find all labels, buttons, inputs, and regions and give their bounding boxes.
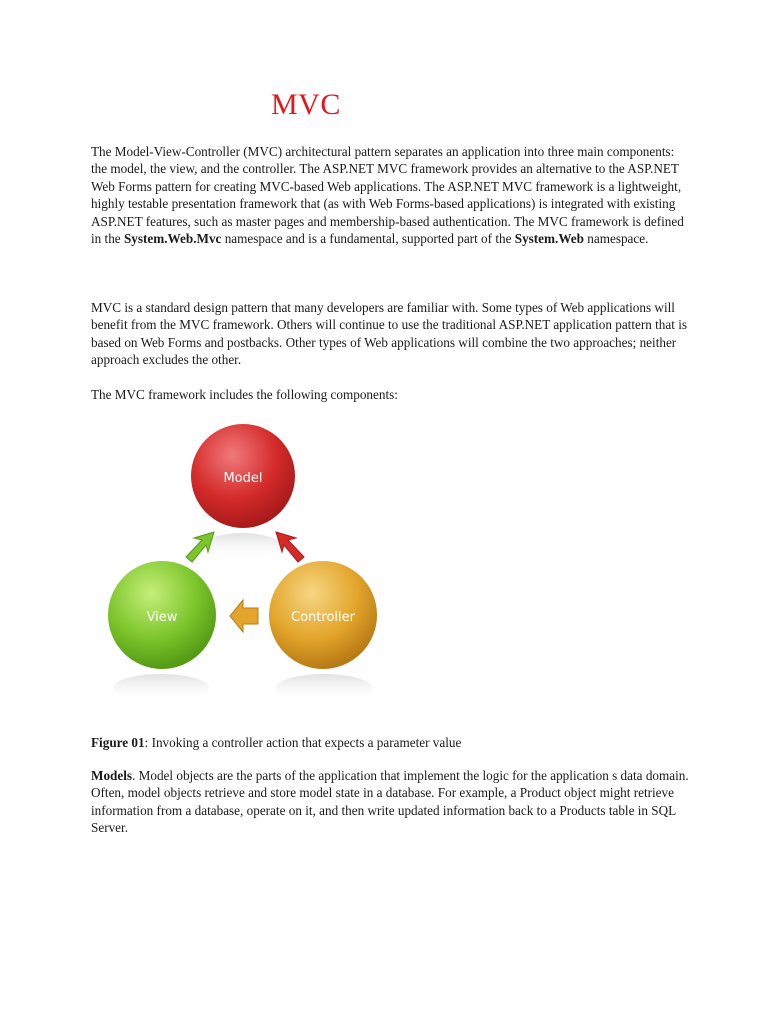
intro-text-c: namespace. (587, 231, 649, 247)
controller-reflection (276, 674, 372, 702)
intro-paragraph (91, 143, 691, 247)
model-reflection (202, 533, 282, 561)
arrow-controller-to-view (230, 600, 258, 632)
models-label: Models (91, 768, 133, 783)
controller-node (269, 561, 377, 669)
view-label: View (146, 610, 178, 625)
model-node (191, 424, 295, 528)
namespace-web: System.Web (514, 231, 584, 247)
view-reflection (113, 674, 209, 702)
models-paragraph (91, 767, 691, 837)
paragraph-2: MVC is a standard design pattern that many developers are familiar with. Some types of Web applications will benefit from the MVC framework. Others will continue to use the traditional ASP.NET application pattern that is based on Web Forms and postbacks. Other types of Web applications will combine the two approaches; neither approach excludes the other. (91, 300, 687, 368)
figure-text: : Invoking a controller action that expects a parameter value (144, 735, 462, 750)
models-text: . Model objects are the parts of the application that implement the logic for the application s data domain. Often, model objects retrieve and store model state in a database. For example, a Product object might retrieve information from a database, operate on it, and then write updated information back to a Products table in SQL Server. (91, 768, 689, 836)
controller-label: Controller (291, 610, 355, 625)
arrow-controller-to-model (276, 532, 304, 562)
intro-text-b: namespace and is a fundamental, supported part of the (224, 231, 512, 247)
paragraph-3: The MVC framework includes the following components: (91, 387, 398, 402)
intro-text-a: The Model-View-Controller (MVC) architectural pattern separates an application into three main components: the model, the view, and the controller. The ASP.NET MVC framework provides an alternative to the ASP.NET Web Forms pattern for creating MVC-based Web applications. The ASP.NET MVC framework is a lightweight, highly testable presentation framework that (as with Web Forms-based applications) is integrated with existing ASP.NET features, such as master pages and membership-based authentication. The MVC framework is defined in the (91, 144, 684, 247)
figure-label: Figure 01 (91, 735, 145, 750)
namespace-mvc: System.Web.Mvc (123, 231, 222, 247)
model-label: Model (223, 471, 263, 486)
arrow-view-to-model (186, 532, 214, 562)
page-title: MVC (271, 88, 341, 121)
mvc-diagram (98, 412, 388, 712)
figure-caption (91, 734, 461, 751)
view-node (108, 561, 216, 669)
